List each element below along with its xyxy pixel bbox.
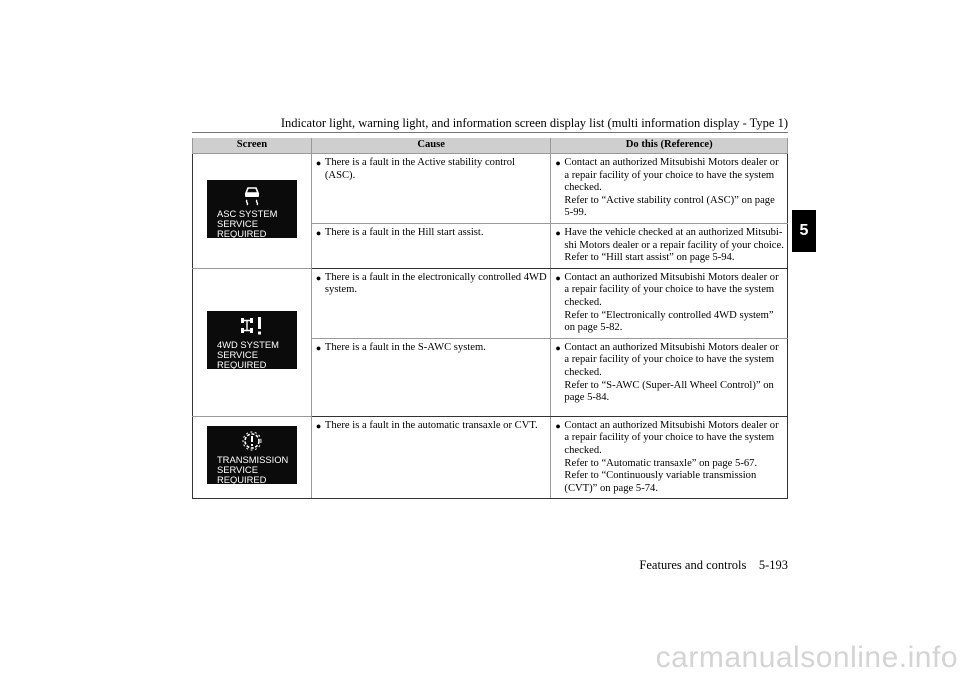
header-do-this: Do this (Reference) (551, 138, 788, 154)
bullet-icon: ● (315, 420, 322, 431)
action-text: Contact an authorized Mitsubishi Motors dealer or a repair facility of your choice to have the system checked. (564, 157, 779, 194)
bullet-icon: ● (555, 158, 561, 168)
action-cell (551, 268, 788, 338)
action-text: Have the vehicle checked at an authorized Mitsubi-shi Motors dealer or a repair facility of your choice. (564, 226, 784, 251)
screen-message-line1: 4WD SYSTEM (216, 338, 279, 350)
screen-cell-asc (193, 154, 312, 269)
screen-cell-transmission (193, 416, 312, 499)
action-cell (551, 338, 788, 416)
reference-text: Refer to “Hill start assist” on page 5-94. (564, 252, 735, 264)
display-list-table (192, 138, 788, 499)
reference-text: Refer to “Active stability control (ASC)” on page 5-99. (564, 194, 775, 219)
bullet-icon: ● (555, 342, 561, 353)
bullet-icon: ● (315, 158, 322, 168)
cause-cell (311, 416, 551, 499)
cause-cell (311, 268, 551, 338)
header-cause: Cause (311, 138, 551, 154)
action-text: Contact an authorized Mitsubishi Motors dealer or a repair facility of your choice to have the system checked. (564, 419, 779, 456)
asc-display-screen (207, 180, 297, 238)
reference-text: Refer to “Automatic transaxle” on page 5-67. (564, 457, 758, 469)
table-header-row (193, 138, 788, 154)
page-footer: Features and controls 5-193 (639, 558, 788, 572)
screen-message-line2: SERVICE REQUIRED (216, 348, 267, 370)
transmission-display-screen (207, 426, 297, 484)
cause-text: There is a fault in the automatic transaxle or CVT. (324, 419, 538, 431)
reference-text: Refer to “S-AWC (Super-All Wheel Control)” on page 5-84. (564, 379, 774, 404)
action-cell (551, 223, 788, 268)
header-rule (192, 132, 788, 133)
bullet-icon: ● (555, 420, 561, 431)
cause-cell (311, 223, 551, 268)
screen-message-line1: TRANSMISSION (216, 454, 289, 466)
cause-text: There is a fault in the Active stability control (ASC). (324, 157, 515, 181)
screen-cell-4wd (193, 268, 312, 416)
screen-message-line1: ASC SYSTEM (216, 207, 278, 219)
bullet-icon: ● (555, 272, 561, 283)
action-text: Contact an authorized Mitsubishi Motors dealer or a repair facility of your choice to have the system checked. (564, 341, 779, 378)
action-cell (551, 416, 788, 499)
4wd-warning-icon (239, 315, 265, 337)
bullet-icon: ● (555, 227, 561, 238)
transmission-gear-warning-icon (241, 430, 263, 452)
header-screen: Screen (193, 138, 312, 154)
table-row (193, 416, 788, 499)
screen-message-line2: SERVICE REQUIRED (216, 464, 267, 486)
cause-text: There is a fault in the Hill start assist. (324, 226, 484, 238)
bullet-icon: ● (315, 342, 322, 353)
chapter-tab: 5 (792, 210, 816, 252)
running-header: Indicator light, warning light, and information screen display list (multi information display - Type 1) (280, 116, 788, 130)
bullet-icon: ● (315, 227, 322, 238)
reference-text: Refer to “Electronically controlled 4WD system” on page 5-82. (564, 309, 774, 334)
screen-message-line2: SERVICE REQUIRED (216, 217, 267, 239)
cause-text: There is a fault in the electronically controlled 4WD system. (324, 271, 547, 296)
bullet-icon: ● (315, 272, 322, 283)
action-text: Contact an authorized Mitsubishi Motors dealer or a repair facility of your choice to have the system checked. (564, 271, 779, 308)
table-row (193, 268, 788, 338)
4wd-display-screen (207, 311, 297, 369)
action-cell (551, 154, 788, 224)
cause-cell (311, 154, 551, 224)
table-row (193, 154, 788, 224)
asc-skid-car-icon (241, 184, 263, 206)
watermark: carmanualsonline.info (655, 641, 958, 674)
cause-cell (311, 338, 551, 416)
reference-text-2: Refer to “Continuously variable transmission (CVT)” on page 5-74. (564, 470, 757, 494)
cause-text: There is a fault in the S-AWC system. (324, 341, 486, 353)
